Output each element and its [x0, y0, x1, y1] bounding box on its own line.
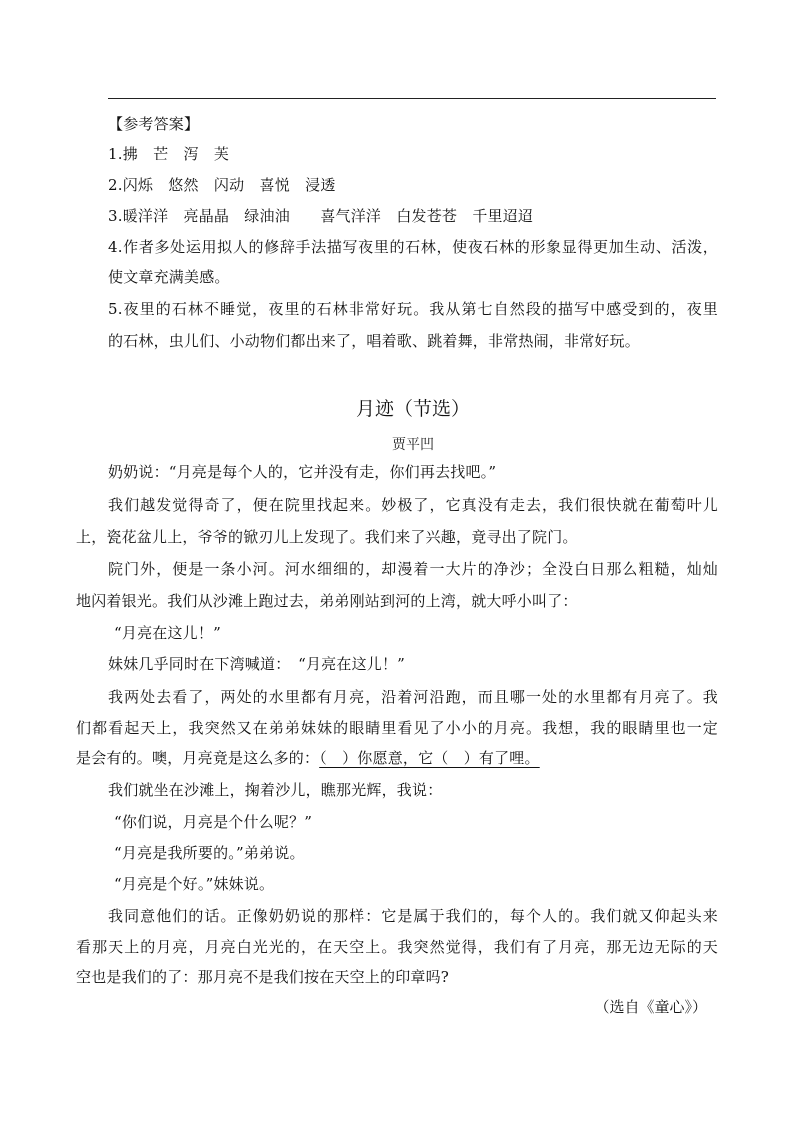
paragraph-3-line-1: 院门外，便是一条小河。河水细细的，却漫着一大片的净沙；全没白日那么粗糙，灿灿 — [108, 560, 718, 578]
article-title: 月迹（节选） — [355, 398, 470, 420]
answer-3: 3.暖洋洋 亮晶晶 绿油油 喜气洋洋 白发苍苍 千里迢迢 — [108, 207, 534, 225]
paragraph-11-line-2: 看那天上的月亮，月亮白光光的，在天空上。我突然觉得，我们有了月亮，那无边无际的天 — [76, 938, 718, 956]
top-divider — [108, 98, 716, 99]
paragraph-2-line-2: 上，瓷花盆儿上，爷爷的锨刃儿上发现了。我们来了兴趣，竟寻出了院门。 — [76, 528, 578, 546]
paragraph-3-line-2: 地闪着银光。我们从沙滩上跑过去，弟弟刚站到河的上湾，就大呼小叫了： — [76, 592, 578, 610]
answer-2: 2.闪烁 悠然 闪动 喜悦 浸透 — [108, 176, 336, 194]
paragraph-6-line-3 — [76, 747, 686, 769]
paragraph-8: “你们说，月亮是个什么呢？” — [114, 813, 313, 831]
paragraph-4: “月亮在这儿！” — [114, 624, 221, 642]
paragraph-11-line-3: 空也是我们的了：那月亮不是我们按在天空上的印章吗? — [76, 968, 450, 986]
paragraph-10: “月亮是个好。”妹妹说。 — [114, 875, 275, 893]
paragraph-2-line-1: 我们越发觉得奇了，便在院里找起来。妙极了，它真没有走去，我们很快就在葡萄叶儿 — [108, 496, 718, 514]
answer-4-line-1: 4.作者多处运用拟人的修辞手法描写夜里的石林，使夜石林的形象显得更加生动、活泼， — [108, 238, 718, 256]
article-source: （选自《童心》） — [594, 998, 707, 1016]
paragraph-5: 妹妹几乎同时在下湾喊道： “月亮在这儿！” — [108, 655, 406, 673]
answer-1: 1.拂 芒 泻 芙 — [108, 145, 230, 163]
paragraph-6-line-2: 们都看起天上，我突然又在弟弟妹妹的眼睛里看见了小小的月亮。我想，我的眼睛里也一定 — [76, 719, 718, 737]
answer-5-line-2: 的石林，虫儿们、小动物们都出来了，唱着歌、跳着舞，非常热闹，非常好玩。 — [108, 332, 641, 350]
paragraph-6-line-3-text: 是会有的。噢，月亮竟是这么多的： — [76, 749, 320, 767]
paragraph-6-line-1: 我两处去看了，两处的水里都有月亮，沿着河沿跑，而且哪一处的水里都有月亮了。我 — [108, 688, 718, 706]
article-author: 贾平凹 — [392, 437, 434, 453]
paragraph-1: 奶奶说：“月亮是每个人的，它并没有走，你们再去找吧。” — [108, 463, 497, 481]
paragraph-11-line-1: 我同意他们的话。正像奶奶说的那样：它是属于我们的，每个人的。我们就又仰起头来 — [108, 907, 718, 925]
paragraph-7: 我们就坐在沙滩上，掬着沙儿，瞧那光辉，我说： — [108, 781, 443, 799]
paragraph-9: “月亮是我所要的。”弟弟说。 — [114, 844, 305, 862]
answer-5-line-1: 5.夜里的石林不睡觉，夜里的石林非常好玩。我从第七自然段的描写中感受到的，夜里 — [108, 300, 718, 318]
fill-in-blank-sentence: （ ）你愿意，它（ ）有了哩。 — [319, 749, 540, 767]
answer-4-line-2: 使文章充满美感。 — [108, 268, 230, 286]
answer-header: 【参考答案】 — [108, 115, 200, 133]
